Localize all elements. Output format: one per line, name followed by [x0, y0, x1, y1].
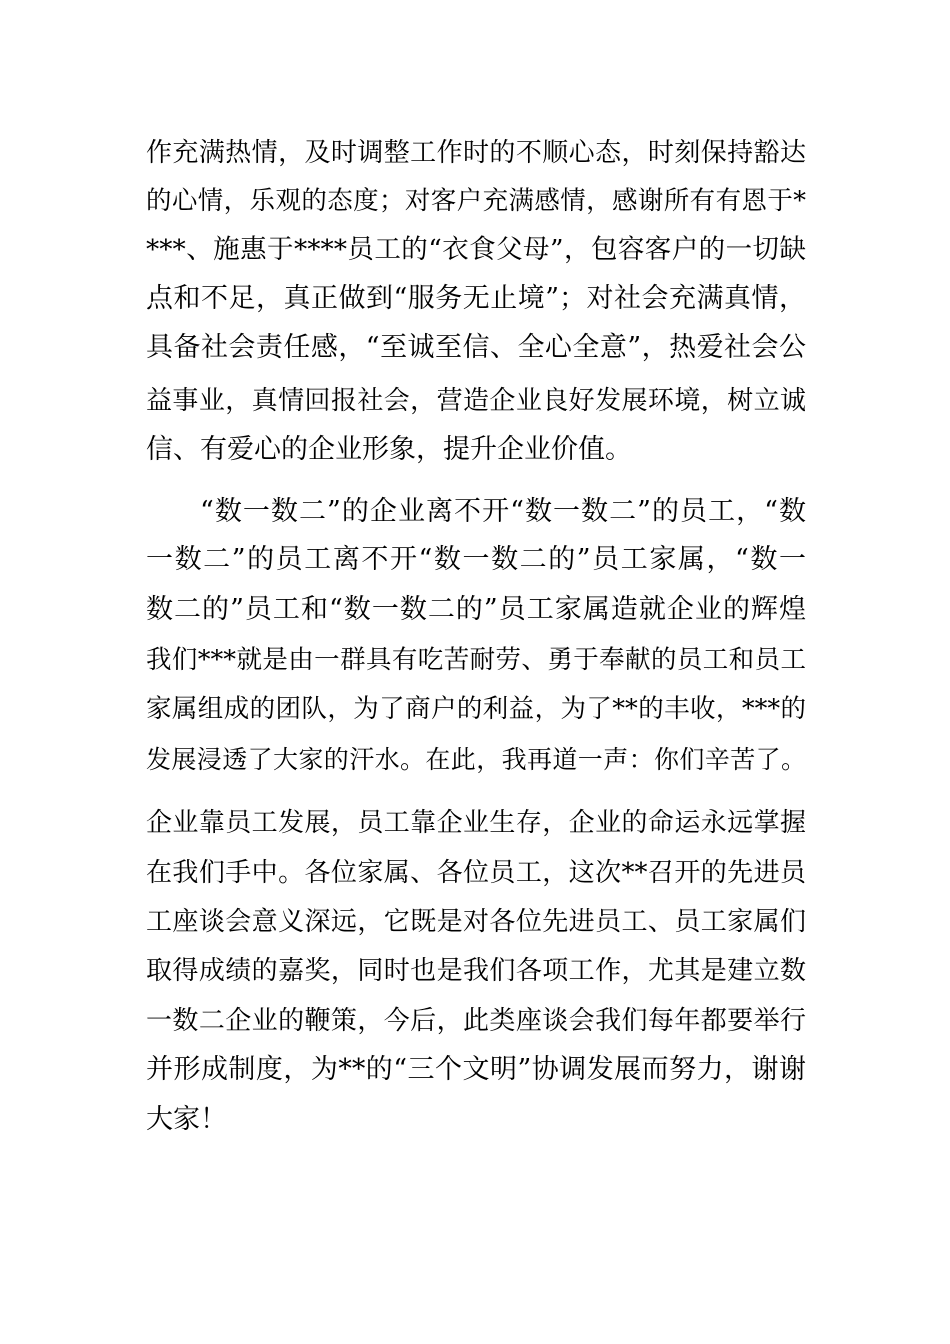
paragraph-line: 大家！ [146, 1104, 227, 1135]
paragraph-line: 一数二企业的鞭策，今后，此类座谈会我们每年都要举行 [146, 1006, 806, 1036]
paragraph-line: 作充满热情，及时调整工作时的不顺心态，时刻保持豁达 [146, 138, 806, 168]
paragraph-line: “数一数二”的企业离不开“数一数二”的员工，“数 [200, 496, 806, 527]
paragraph-line: 企业靠员工发展，员工靠企业生存，企业的命运永远掌握 [146, 808, 806, 838]
paragraph-line: 家属组成的团队，为了商户的利益，为了**的丰收，***的 [146, 694, 806, 724]
paragraph-line: 发展浸透了大家的汗水。在此，我再道一声：你们辛苦了。 [146, 745, 806, 774]
paragraph-line: 在我们手中。各位家属、各位员工，这次**召开的先进员 [146, 858, 806, 888]
paragraph-line: 益事业，真情回报社会，营造企业良好发展环境，树立诚 [146, 386, 806, 416]
paragraph-line: 信、有爱心的企业形象，提升企业价值。 [146, 434, 632, 465]
paragraph-line: ***、施惠于****员工的“衣食父母”，包容客户的一切缺 [146, 234, 806, 265]
paragraph-line: 工座谈会意义深远，它既是对各位先进员工、员工家属们 [146, 907, 806, 937]
paragraph-line: 并形成制度，为**的“三个文明”协调发展而努力，谢谢 [146, 1054, 806, 1085]
paragraph-line: 取得成绩的嘉奖，同时也是我们各项工作，尤其是建立数 [146, 956, 806, 986]
paragraph-line: 数二的”员工和“数一数二的”员工家属造就企业的辉煌 [146, 594, 806, 625]
paragraph-line: 一数二”的员工离不开“数一数二的”员工家属，“数一 [146, 544, 806, 575]
paragraph-line: 具备社会责任感，“至诚至信、全心全意”，热爱社会公 [146, 332, 806, 363]
paragraph-line: 我们***就是由一群具有吃苦耐劳、勇于奉献的员工和员工 [146, 645, 806, 675]
paragraph-line: 的心情，乐观的态度；对客户充满感情，感谢所有有恩于* [146, 186, 806, 216]
paragraph-line: 点和不足，真正做到“服务无止境”；对社会充满真情， [146, 283, 806, 314]
